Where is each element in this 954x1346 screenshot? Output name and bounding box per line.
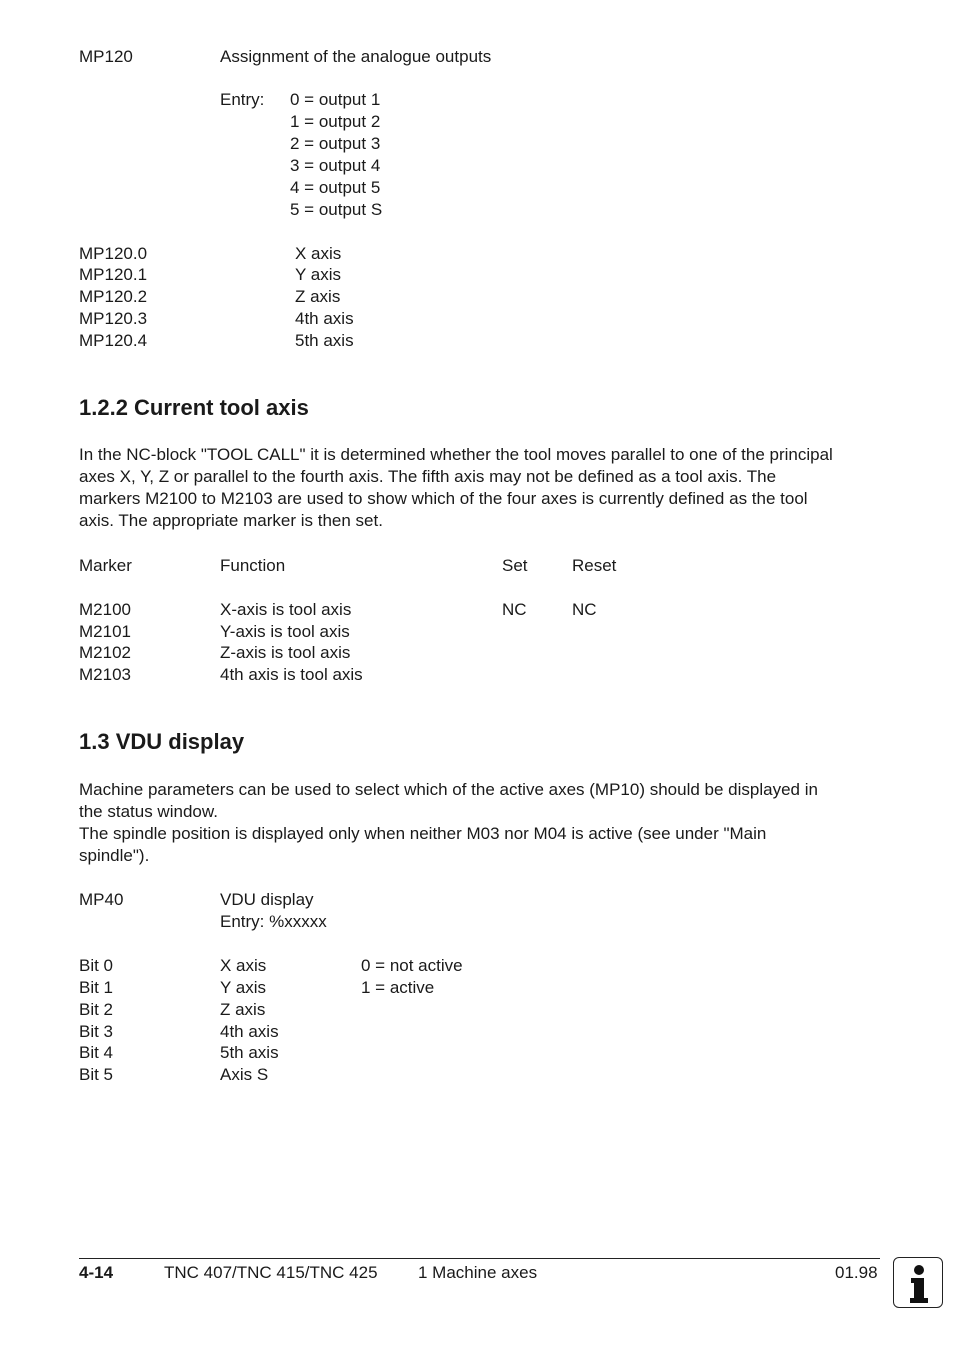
mp120-sub-label: MP120.4 — [79, 331, 148, 350]
function-cell: 4th axis is tool axis — [220, 665, 363, 684]
marker-cell: M2101 — [79, 622, 131, 641]
bit-label: Bit 3 — [79, 1022, 114, 1041]
bit-value: 1 = active — [361, 978, 435, 997]
mp120-sub-axis: Y axis — [295, 265, 341, 284]
marker-cell: M2100 — [79, 600, 131, 619]
mp40-label: MP40 — [79, 890, 124, 909]
paragraph-line: In the NC-block "TOOL CALL" it is determined whether the tool moves parallel to one of the principal — [79, 445, 833, 464]
paragraph-line: markers M2100 to M2103 are used to show which of the four axes is currently defined as the tool — [79, 489, 808, 508]
mp120-entry: 3 = output 4 — [290, 156, 381, 175]
bit-axis: Z axis — [220, 1000, 266, 1019]
bit-axis: Y axis — [220, 978, 266, 997]
mp120-sub-axis: 5th axis — [295, 331, 354, 350]
footer-chapter: 1 Machine axes — [418, 1263, 538, 1282]
page-number: 4-14 — [79, 1263, 114, 1282]
mp120-entry: 2 = output 3 — [290, 134, 381, 153]
mp120-entry: 1 = output 2 — [290, 112, 381, 131]
paragraph-line: spindle"). — [79, 846, 150, 865]
section-heading-vdu-display: 1.3 VDU display — [79, 729, 245, 754]
mp120-sub-axis: Z axis — [295, 287, 341, 306]
paragraph-line: axes X, Y, Z or parallel to the fourth axis. The fifth axis may not be defined as a tool axis. The — [79, 467, 777, 486]
mp120-sub-label: MP120.3 — [79, 309, 148, 328]
mp120-entry: 0 = output 1 — [290, 90, 381, 109]
table-header-marker: Marker — [79, 556, 132, 575]
function-cell: Y-axis is tool axis — [220, 622, 350, 641]
bit-value: 0 = not active — [361, 956, 463, 975]
mp120-entry-label: Entry: — [220, 90, 265, 109]
bit-axis: X axis — [220, 956, 267, 975]
paragraph-vdu — [79, 779, 879, 867]
section-heading-current-tool-axis: 1.2.2 Current tool axis — [79, 395, 309, 420]
mp40-entry: Entry: %xxxxx — [220, 912, 327, 931]
bit-label: Bit 4 — [79, 1043, 114, 1062]
bit-label: Bit 2 — [79, 1000, 114, 1019]
mp40-title: VDU display — [220, 890, 314, 909]
mp120-sub-label: MP120.2 — [79, 287, 148, 306]
bit-label: Bit 0 — [79, 956, 114, 975]
paragraph-line: The spindle position is displayed only when neither M03 nor M04 is active (see under "Main — [79, 824, 767, 843]
paragraph-tool-axis — [79, 444, 879, 532]
info-icon-glyph — [894, 1258, 944, 1309]
bit-axis: 5th axis — [220, 1043, 279, 1062]
footer-model: TNC 407/TNC 415/TNC 425 — [164, 1263, 378, 1282]
paragraph-line: axis. The appropriate marker is then set. — [79, 511, 383, 530]
bit-axis: 4th axis — [220, 1022, 279, 1041]
info-icon — [893, 1257, 943, 1308]
set-cell: NC — [502, 600, 527, 619]
table-header-set: Set — [502, 556, 528, 575]
mp120-sub-axis: 4th axis — [295, 309, 354, 328]
mp120-label: MP120 — [79, 47, 133, 66]
table-header-reset: Reset — [572, 556, 617, 575]
mp120-sub-label: MP120.1 — [79, 265, 148, 284]
bit-axis: Axis S — [220, 1065, 269, 1084]
marker-cell: M2103 — [79, 665, 131, 684]
bit-label: Bit 1 — [79, 978, 114, 997]
marker-cell: M2102 — [79, 643, 131, 662]
table-header-function: Function — [220, 556, 286, 575]
mp120-entry: 4 = output 5 — [290, 178, 381, 197]
bit-label: Bit 5 — [79, 1065, 114, 1084]
paragraph-line: the status window. — [79, 802, 218, 821]
reset-cell: NC — [572, 600, 597, 619]
mp120-sub-label: MP120.0 — [79, 244, 148, 263]
function-cell: Z-axis is tool axis — [220, 643, 351, 662]
footer-date: 01.98 — [835, 1263, 878, 1282]
function-cell: X-axis is tool axis — [220, 600, 352, 619]
mp120-sub-axis: X axis — [295, 244, 342, 263]
footer-rule — [79, 1258, 880, 1259]
mp120-entry: 5 = output S — [290, 200, 383, 219]
mp120-title: Assignment of the analogue outputs — [220, 47, 492, 66]
paragraph-line: Machine parameters can be used to select which of the active axes (MP10) should be displayed in — [79, 780, 818, 799]
